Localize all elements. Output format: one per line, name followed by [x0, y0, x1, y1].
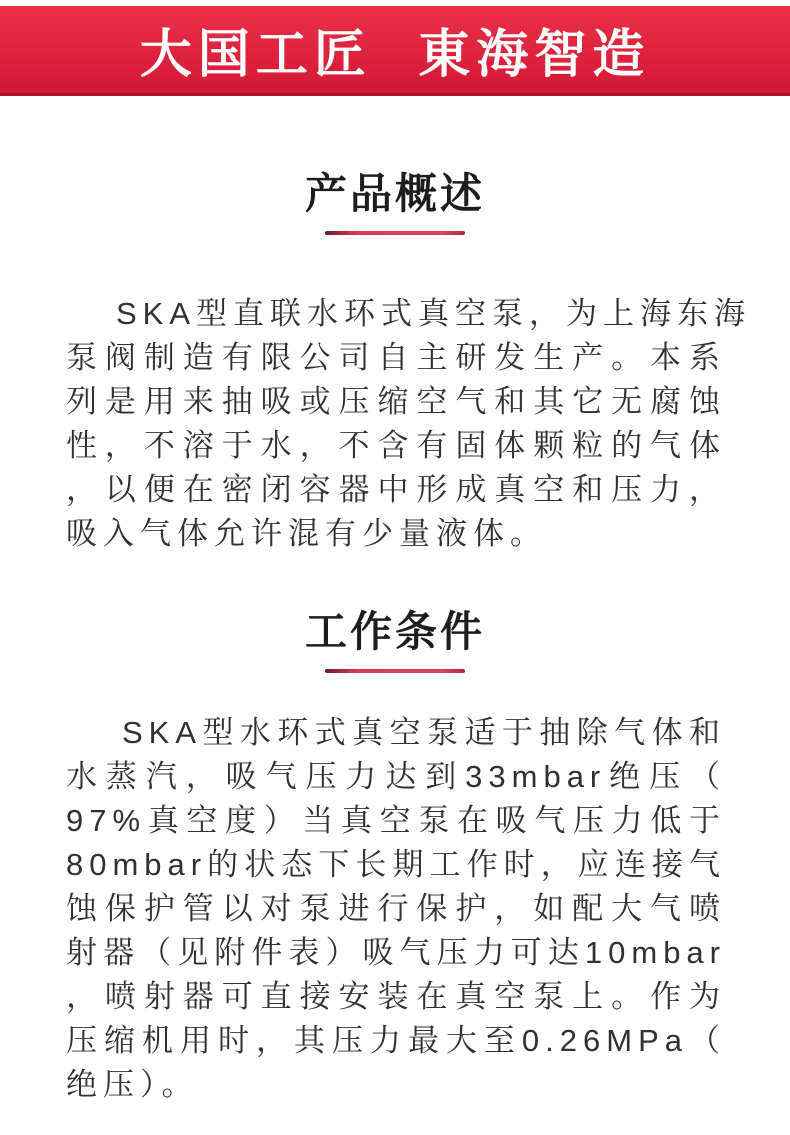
heading-underline	[325, 231, 465, 235]
paragraph-line: 绝压）。	[66, 1067, 199, 1102]
section-working-conditions	[0, 608, 790, 1107]
brand-banner	[0, 6, 790, 96]
overview-paragraph	[66, 292, 752, 556]
heading-underline	[325, 669, 465, 673]
conditions-paragraph	[66, 711, 726, 1107]
paragraph-line: 蚀保护管以对泵进行保护，如配大气喷	[66, 891, 726, 926]
paragraph-line: 97%真空度）当真空泵在吸气压力低于	[66, 803, 726, 838]
paragraph-line: 列是用来抽吸或压缩空气和其它无腐蚀	[66, 384, 726, 419]
section-conditions-heading: 工作条件	[304, 608, 485, 655]
paragraph-line: 射器（见附件表）吸气压力可达10mbar	[66, 935, 726, 970]
paragraph-line: 性，不溶于水，不含有固体颗粒的气体	[66, 428, 726, 463]
product-description-page	[0, 6, 790, 1135]
paragraph-line: ，喷射器可直接安装在真空泵上。作为	[66, 979, 726, 1014]
banner-title: 大国工匠 東海智造	[139, 26, 651, 84]
paragraph-line: 80mbar的状态下长期工作时，应连接气	[66, 847, 726, 882]
paragraph-line: 水蒸汽，吸气压力达到33mbar绝压（	[66, 759, 726, 794]
paragraph-line: 吸入气体允许混有少量液体。	[66, 516, 547, 551]
section-overview-heading: 产品概述	[304, 170, 485, 217]
paragraph-line: SKA型水环式真空泵适于抽除气体和	[122, 715, 726, 750]
section-product-overview	[0, 170, 790, 556]
paragraph-line: SKA型直联水环式真空泵，为上海东海	[116, 296, 752, 331]
paragraph-line: 泵阀制造有限公司自主研发生产。本系	[66, 340, 726, 375]
paragraph-line: 压缩机用时，其压力最大至0.26MPa（	[66, 1023, 726, 1058]
paragraph-line: ，以便在密闭容器中形成真空和压力，	[66, 472, 726, 507]
